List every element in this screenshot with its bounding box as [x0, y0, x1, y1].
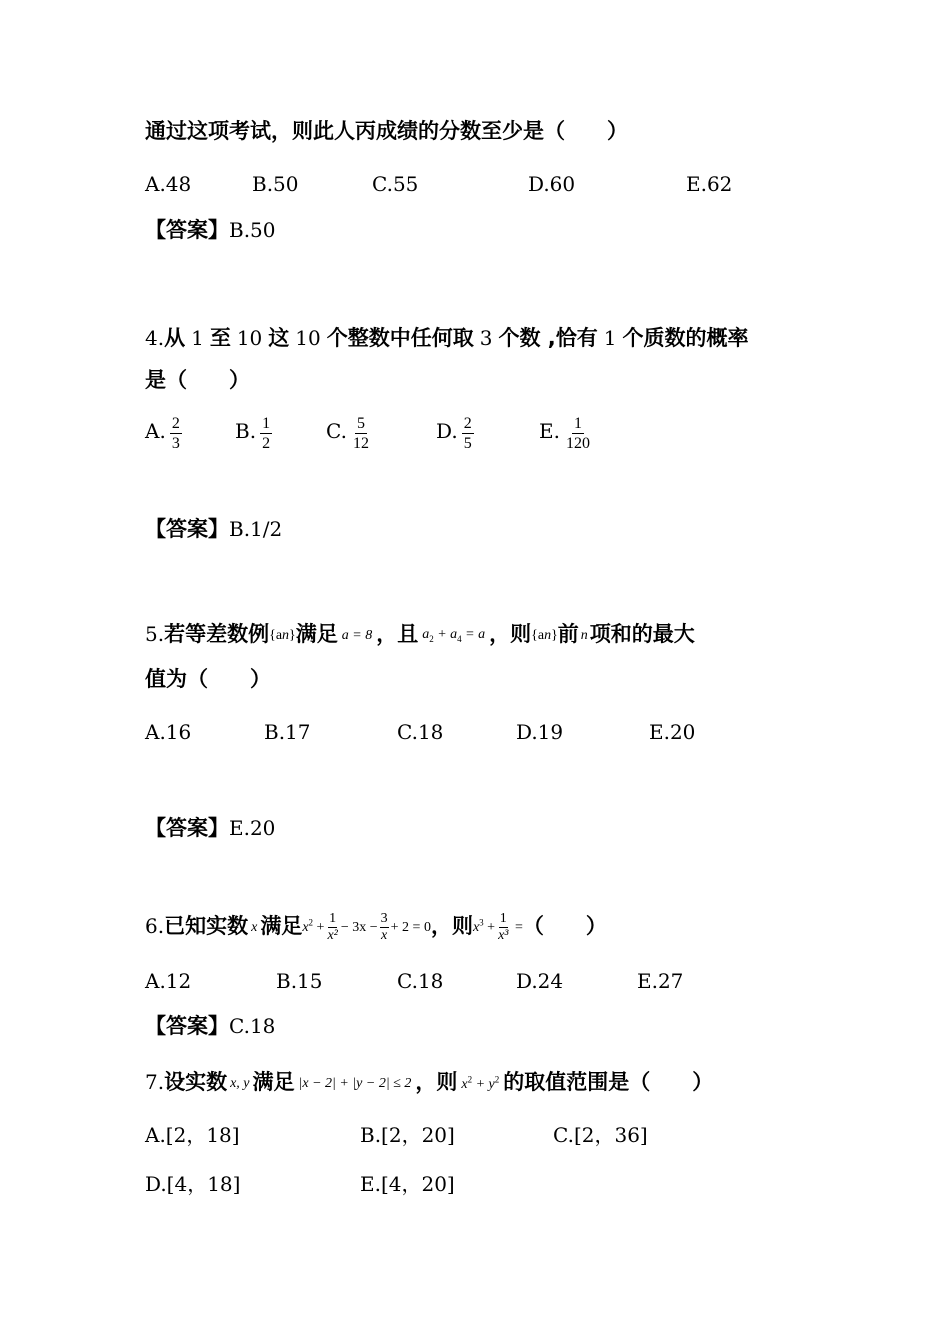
q3-option-d: D.60 [528, 172, 576, 196]
option-label: D. [436, 419, 458, 443]
q4-stem-line2: 是（ ） [145, 368, 250, 392]
q7-text: 设实数 [164, 1070, 228, 1094]
q4-text: 这 [268, 326, 290, 350]
answer-value: B.1/2 [229, 517, 283, 541]
q4-option-d [436, 414, 474, 453]
q6-text: （ ） [522, 914, 607, 938]
q4-option-a [145, 414, 182, 453]
math-text: + [483, 919, 496, 935]
q7-option-a: A.[2，18] [145, 1123, 240, 1147]
q6-stem [145, 910, 607, 944]
equation-1 [302, 911, 431, 943]
q5-text: ，则 [489, 622, 532, 646]
q4-option-e [539, 414, 592, 453]
condition-2 [422, 627, 485, 642]
math-sub: n [282, 627, 290, 643]
q5-text: 项和的最大 [589, 622, 695, 646]
option-label: E. [539, 419, 560, 443]
math-text: a [422, 627, 430, 643]
math-text: } [289, 627, 296, 643]
q5-text: 满足 [295, 622, 338, 646]
q3-option-c: C.55 [372, 172, 419, 196]
denominator: 120 [565, 435, 590, 452]
q3-answer [145, 217, 276, 243]
math-text: = [511, 919, 523, 935]
answer-label: 【答案】 [145, 816, 229, 840]
math-text: {a [531, 627, 545, 643]
sequence-an-2 [531, 628, 558, 643]
option-label: B. [235, 419, 257, 443]
denominator: x³ [498, 928, 509, 943]
denominator: 12 [352, 435, 369, 452]
q7-text: 满足 [252, 1070, 295, 1094]
q5-option-d: D.19 [516, 720, 564, 744]
math-sup: 3 [479, 917, 484, 928]
q4-num-10: 10 [236, 326, 263, 350]
q4-stem-line1 [145, 322, 749, 352]
condition: |x − 2| + |y − 2| ≤ 2 [298, 1075, 412, 1091]
q5-text: 前 [557, 622, 579, 646]
q7-text: ，则 [415, 1070, 458, 1094]
q5-option-c: C.18 [397, 720, 444, 744]
q5-option-b: B.17 [264, 720, 311, 744]
fraction [260, 414, 272, 453]
math-text: x [461, 1076, 468, 1092]
q5-stem-line2: 值为（ ） [145, 667, 271, 691]
numerator: 1 [329, 911, 337, 926]
math-text: + y [472, 1076, 495, 1092]
q6-option-d: D.24 [516, 969, 564, 993]
denominator: 5 [463, 435, 472, 452]
q3-stem: 通过这项考试，则此人丙成绩的分数至少是（ ） [145, 119, 628, 143]
sequence-an [269, 628, 296, 643]
numerator: 2 [171, 415, 180, 432]
q7-option-c: C.[2，36] [553, 1123, 648, 1147]
q6-text: 已知实数 [164, 914, 249, 938]
math-sup: 2 [308, 917, 314, 928]
answer-label: 【答案】 [145, 218, 229, 242]
q6-answer [145, 1013, 275, 1039]
math-sub: 2 [429, 633, 434, 644]
numerator: 1 [499, 911, 507, 926]
q6-number: 6. [145, 914, 165, 938]
denominator: 2 [262, 435, 271, 452]
math-sup: 2 [494, 1074, 500, 1085]
answer-value: E.20 [229, 816, 276, 840]
math-text: = a [461, 627, 486, 643]
answer-label: 【答案】 [145, 517, 229, 541]
numerator: 2 [463, 415, 472, 432]
numerator: 3 [380, 911, 388, 926]
q3-option-a: A.48 [145, 172, 192, 196]
math-text: + 2 = 0 [390, 919, 431, 935]
math-sub: n [544, 627, 552, 643]
q7-option-d: D.[4，18] [145, 1172, 241, 1196]
q6-option-e: E.27 [637, 969, 684, 993]
denominator: x [381, 928, 388, 943]
q4-answer [145, 516, 282, 542]
q3-option-b: B.50 [252, 172, 299, 196]
math-text: x [302, 919, 309, 935]
q6-option-c: C.18 [397, 969, 444, 993]
fraction [462, 414, 474, 453]
math-text: x [472, 919, 480, 935]
q4-option-b [235, 414, 272, 453]
q7-option-e: E.[4，20] [360, 1172, 455, 1196]
numerator: 5 [356, 415, 365, 432]
fraction [326, 911, 338, 944]
q5-number: 5. [145, 622, 165, 646]
fraction [380, 911, 389, 944]
q4-text: 至 [209, 326, 231, 350]
q5-answer [145, 815, 275, 841]
q3-option-e: E.62 [686, 172, 733, 196]
numerator: 1 [262, 415, 271, 432]
q7-text: 的取值范围是（ ） [503, 1070, 714, 1094]
q4-num-1: 1 [191, 326, 204, 350]
q4-num-10b: 10 [295, 326, 321, 350]
expression [461, 1074, 500, 1092]
fraction [351, 414, 371, 453]
math-sub: 4 [457, 633, 462, 644]
q5-option-a: A.16 [145, 720, 192, 744]
q4-text: 从 [164, 326, 186, 350]
q6-option-a: A.12 [145, 969, 192, 993]
math-text: − 3x − [340, 919, 378, 935]
fraction [564, 414, 592, 453]
q5-text: 若等差数例 [164, 622, 270, 646]
numerator: 1 [573, 415, 582, 432]
var-x: x [251, 919, 258, 935]
q7-option-b: B.[2，20] [360, 1123, 455, 1147]
math-text: } [551, 627, 558, 643]
math-text: + a [433, 627, 458, 643]
option-label: A. [145, 419, 166, 443]
q4-text: 个整数中任何取 [326, 326, 474, 350]
fraction [170, 414, 182, 453]
q6-text: ，则 [430, 914, 473, 938]
math-sup: 2 [467, 1074, 473, 1085]
q6-option-b: B.15 [276, 969, 323, 993]
q4-text: 个数 ,恰有 [498, 326, 598, 350]
denominator: x² [327, 928, 338, 943]
q5-stem-line1 [145, 618, 695, 648]
q4-num-3: 3 [479, 326, 493, 350]
math-text: + [313, 919, 325, 935]
q6-text: 满足 [260, 914, 303, 938]
q4-number: 4. [145, 326, 165, 350]
answer-label: 【答案】 [145, 1014, 229, 1038]
q5-text: ，且 [376, 622, 419, 646]
vars-xy: x, y [230, 1075, 250, 1091]
condition-1: a = 8 [341, 627, 373, 643]
denominator: 3 [171, 435, 180, 452]
var-n: n [580, 627, 588, 643]
q5-option-e: E.20 [649, 720, 696, 744]
q7-stem [145, 1066, 713, 1096]
math-text: {a [269, 627, 283, 643]
q4-text: 个质数的概率 [622, 326, 749, 350]
fraction [497, 911, 509, 944]
equation-2 [472, 911, 523, 943]
q4-option-c [326, 414, 371, 453]
q4-num-1b: 1 [603, 326, 617, 350]
q7-number: 7. [145, 1070, 165, 1094]
option-label: C. [326, 419, 347, 443]
answer-value: C.18 [229, 1014, 276, 1038]
answer-value: B.50 [229, 218, 276, 242]
